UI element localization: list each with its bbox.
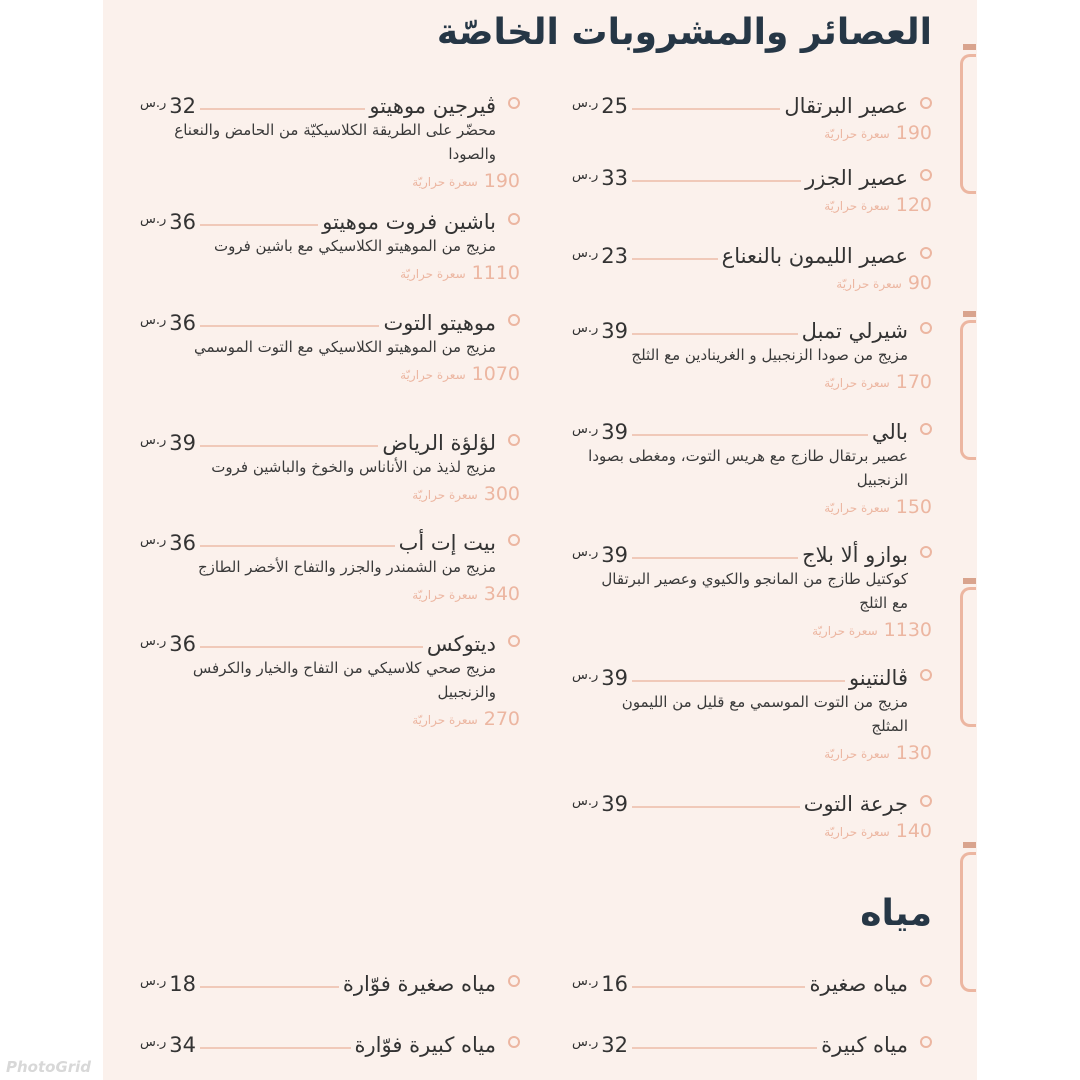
calories-unit: سعرة حراريّة <box>824 199 890 213</box>
item-name: شيرلي تمبل <box>801 319 908 343</box>
menu-item <box>140 305 520 385</box>
bullet-icon <box>920 423 932 435</box>
calories-value: 120 <box>895 194 932 216</box>
calories-value: 340 <box>483 583 520 605</box>
price-leader-line <box>200 646 423 648</box>
item-calories <box>140 258 520 284</box>
price-leader-line <box>200 224 318 226</box>
price-leader-line <box>632 258 718 260</box>
bullet-icon <box>920 669 932 681</box>
calories-unit: سعرة حراريّة <box>824 747 890 761</box>
item-calories <box>140 166 520 192</box>
bullet-icon <box>508 534 520 546</box>
calories-value: 1110 <box>471 262 520 284</box>
item-calories <box>572 738 932 764</box>
currency-label: ر.س <box>572 95 599 111</box>
calories-value: 1130 <box>883 619 932 641</box>
price-leader-line <box>200 325 379 327</box>
price-leader-line <box>200 445 378 447</box>
menu-item <box>572 414 932 518</box>
calories-value: 130 <box>895 742 932 764</box>
menu-item-row <box>140 204 520 234</box>
item-name: عصير البرتقال <box>784 94 908 118</box>
calories-unit: سعرة حراريّة <box>824 501 890 515</box>
item-price: 36 <box>169 210 197 234</box>
calories-unit: سعرة حراريّة <box>400 267 466 281</box>
menu-item <box>140 204 520 284</box>
calories-unit: سعرة حراريّة <box>812 624 878 638</box>
menu-item-row <box>140 88 520 118</box>
item-calories <box>140 704 520 730</box>
item-price: 16 <box>601 972 629 996</box>
currency-label: ر.س <box>572 1034 599 1050</box>
side-tab <box>960 54 976 194</box>
item-name: ڤالنتينو <box>848 666 908 690</box>
item-calories <box>572 615 932 641</box>
item-description: عصير برتقال طازج مع هريس التوت، ومغطى بصودا الزنجبيل <box>588 447 908 489</box>
side-tab-notch <box>963 578 976 584</box>
menu-item <box>572 537 932 641</box>
bullet-icon <box>508 97 520 109</box>
item-price: 39 <box>601 420 629 444</box>
calories-unit: سعرة حراريّة <box>412 713 478 727</box>
side-tab <box>960 320 976 460</box>
bullet-icon <box>508 1036 520 1048</box>
menu-item <box>572 660 932 764</box>
item-price: 18 <box>169 972 197 996</box>
item-calories <box>140 359 520 385</box>
item-price: 39 <box>169 431 197 455</box>
calories-unit: سعرة حراريّة <box>412 488 478 502</box>
item-description: مزيج من التوت الموسمي مع قليل من الليمون المثلج <box>621 693 908 735</box>
currency-label: ر.س <box>572 973 599 989</box>
calories-value: 190 <box>483 170 520 192</box>
item-price: 33 <box>601 166 629 190</box>
item-price: 39 <box>601 543 629 567</box>
menu-item-row <box>140 626 520 656</box>
menu-item <box>572 966 932 996</box>
currency-label: ر.س <box>572 421 599 437</box>
item-name: عصير الجزر <box>805 166 908 190</box>
side-tab-notch <box>963 44 976 50</box>
currency-label: ر.س <box>572 667 599 683</box>
currency-label: ر.س <box>140 312 167 328</box>
side-tab <box>960 852 976 992</box>
bullet-icon <box>920 247 932 259</box>
calories-unit: سعرة حراريّة <box>824 376 890 390</box>
menu-item <box>572 160 932 216</box>
item-price: 39 <box>601 319 629 343</box>
item-price: 36 <box>169 632 197 656</box>
item-name: بوازو ألا بلاج <box>802 543 908 567</box>
menu-item <box>140 425 520 505</box>
item-name: ديتوكس <box>426 632 496 656</box>
item-name: عصير الليمون بالنعناع <box>721 244 908 268</box>
item-name: مياه صغيرة فوّارة <box>342 972 496 996</box>
menu-item-row <box>572 160 932 190</box>
menu-item-row <box>140 425 520 455</box>
bullet-icon <box>508 635 520 647</box>
menu-item-row <box>572 966 932 996</box>
calories-value: 270 <box>483 708 520 730</box>
bullet-icon <box>920 975 932 987</box>
calories-unit: سعرة حراريّة <box>836 277 902 291</box>
menu-item <box>572 88 932 144</box>
bullet-icon <box>920 795 932 807</box>
section-title-water: مياه <box>860 893 932 934</box>
item-price: 34 <box>169 1033 197 1057</box>
bullet-icon <box>920 1036 932 1048</box>
item-name: ڤيرجين موهيتو <box>369 94 496 118</box>
menu-item-row <box>572 786 932 816</box>
menu-item <box>572 313 932 393</box>
currency-label: ر.س <box>140 432 167 448</box>
menu-item-row <box>572 238 932 268</box>
price-leader-line <box>200 1047 351 1049</box>
item-description: مزيج من الموهيتو الكلاسيكي مع التوت الموسمي <box>193 338 496 356</box>
bullet-icon <box>920 97 932 109</box>
menu-item-row <box>140 1027 520 1057</box>
bullet-icon <box>508 434 520 446</box>
bullet-icon <box>920 169 932 181</box>
item-description: كوكتيل طازج من المانجو والكيوي وعصير البرتقال مع الثلج <box>601 570 908 612</box>
calories-unit: سعرة حراريّة <box>824 127 890 141</box>
currency-label: ر.س <box>572 167 599 183</box>
item-price: 25 <box>601 94 629 118</box>
item-price: 23 <box>601 244 629 268</box>
menu-item <box>572 1027 932 1057</box>
calories-value: 170 <box>895 371 932 393</box>
menu-item <box>572 786 932 842</box>
menu-item-row <box>572 660 932 690</box>
item-description: مزيج صحي كلاسيكي من التفاح والخيار والكرفس والزنجبيل <box>192 659 496 701</box>
item-name: لؤلؤة الرياض <box>382 431 496 455</box>
calories-value: 190 <box>895 122 932 144</box>
menu-item-row <box>572 414 932 444</box>
price-leader-line <box>632 557 798 559</box>
item-name: بالي <box>871 420 908 444</box>
item-name: باشين فروت موهيتو <box>322 210 496 234</box>
bullet-icon <box>508 213 520 225</box>
item-description: مزيج من صودا الزنجبيل و الغرينادين مع الثلج <box>631 346 908 364</box>
side-tab-notch <box>963 842 976 848</box>
item-description: مزيج من الموهيتو الكلاسيكي مع باشين فروت <box>213 237 496 255</box>
price-leader-line <box>200 108 365 110</box>
price-leader-line <box>632 806 800 808</box>
item-name: بيت إت أب <box>398 531 496 555</box>
price-leader-line <box>632 333 798 335</box>
item-price: 36 <box>169 311 197 335</box>
currency-label: ر.س <box>140 633 167 649</box>
item-description: مزيج من الشمندر والجزر والتفاح الأخضر الطازج <box>197 558 496 576</box>
bullet-icon <box>508 314 520 326</box>
menu-item <box>140 525 520 605</box>
currency-label: ر.س <box>140 211 167 227</box>
item-price: 39 <box>601 792 629 816</box>
price-leader-line <box>200 545 395 547</box>
item-calories <box>572 816 932 842</box>
currency-label: ر.س <box>572 245 599 261</box>
menu-item <box>140 1027 520 1057</box>
menu-item-row <box>572 313 932 343</box>
calories-unit: سعرة حراريّة <box>412 175 478 189</box>
item-calories <box>572 367 932 393</box>
calories-value: 300 <box>483 483 520 505</box>
calories-unit: سعرة حراريّة <box>400 368 466 382</box>
calories-value: 150 <box>895 496 932 518</box>
section-title-juices: العصائر والمشروبات الخاصّة <box>436 12 932 53</box>
item-price: 32 <box>601 1033 629 1057</box>
price-leader-line <box>632 180 801 182</box>
item-name: جرعة التوت <box>803 792 908 816</box>
item-calories <box>140 579 520 605</box>
item-description: مزيج لذيذ من الأناناس والخوخ والباشين فروت <box>211 458 496 476</box>
price-leader-line <box>632 680 845 682</box>
calories-value: 140 <box>895 820 932 842</box>
currency-label: ر.س <box>572 544 599 560</box>
price-leader-line <box>632 986 805 988</box>
item-calories <box>140 479 520 505</box>
item-description: محضّر على الطريقة الكلاسيكيّة من الحامض والنعناع والصودا <box>174 121 496 163</box>
price-leader-line <box>632 434 868 436</box>
watermark: PhotoGrid <box>6 1058 92 1076</box>
menu-item <box>140 966 520 996</box>
item-name: مياه صغيرة <box>809 972 908 996</box>
side-tab <box>960 587 976 727</box>
currency-label: ر.س <box>572 320 599 336</box>
bullet-icon <box>920 546 932 558</box>
price-leader-line <box>632 108 780 110</box>
calories-unit: سعرة حراريّة <box>412 588 478 602</box>
item-calories <box>572 492 932 518</box>
menu-item-row <box>140 966 520 996</box>
item-price: 36 <box>169 531 197 555</box>
calories-value: 90 <box>907 272 932 294</box>
item-price: 32 <box>169 94 197 118</box>
menu-item <box>572 238 932 294</box>
menu-item-row <box>572 88 932 118</box>
item-calories <box>572 118 932 144</box>
currency-label: ر.س <box>140 1034 167 1050</box>
item-price: 39 <box>601 666 629 690</box>
calories-unit: سعرة حراريّة <box>824 825 890 839</box>
item-name: مياه كبيرة <box>821 1033 908 1057</box>
menu-item <box>140 626 520 730</box>
bullet-icon <box>920 322 932 334</box>
menu-item-row <box>140 305 520 335</box>
menu-item-row <box>140 525 520 555</box>
side-tab-notch <box>963 311 976 317</box>
item-calories <box>572 190 932 216</box>
menu-item-row <box>572 537 932 567</box>
currency-label: ر.س <box>572 793 599 809</box>
menu-item-row <box>572 1027 932 1057</box>
currency-label: ر.س <box>140 532 167 548</box>
calories-value: 1070 <box>471 363 520 385</box>
menu-item <box>140 88 520 192</box>
bullet-icon <box>508 975 520 987</box>
currency-label: ر.س <box>140 973 167 989</box>
item-calories <box>572 268 932 294</box>
item-name: مياه كبيرة فوّارة <box>354 1033 496 1057</box>
item-name: موهيتو التوت <box>383 311 496 335</box>
currency-label: ر.س <box>140 95 167 111</box>
price-leader-line <box>200 986 339 988</box>
price-leader-line <box>632 1047 817 1049</box>
